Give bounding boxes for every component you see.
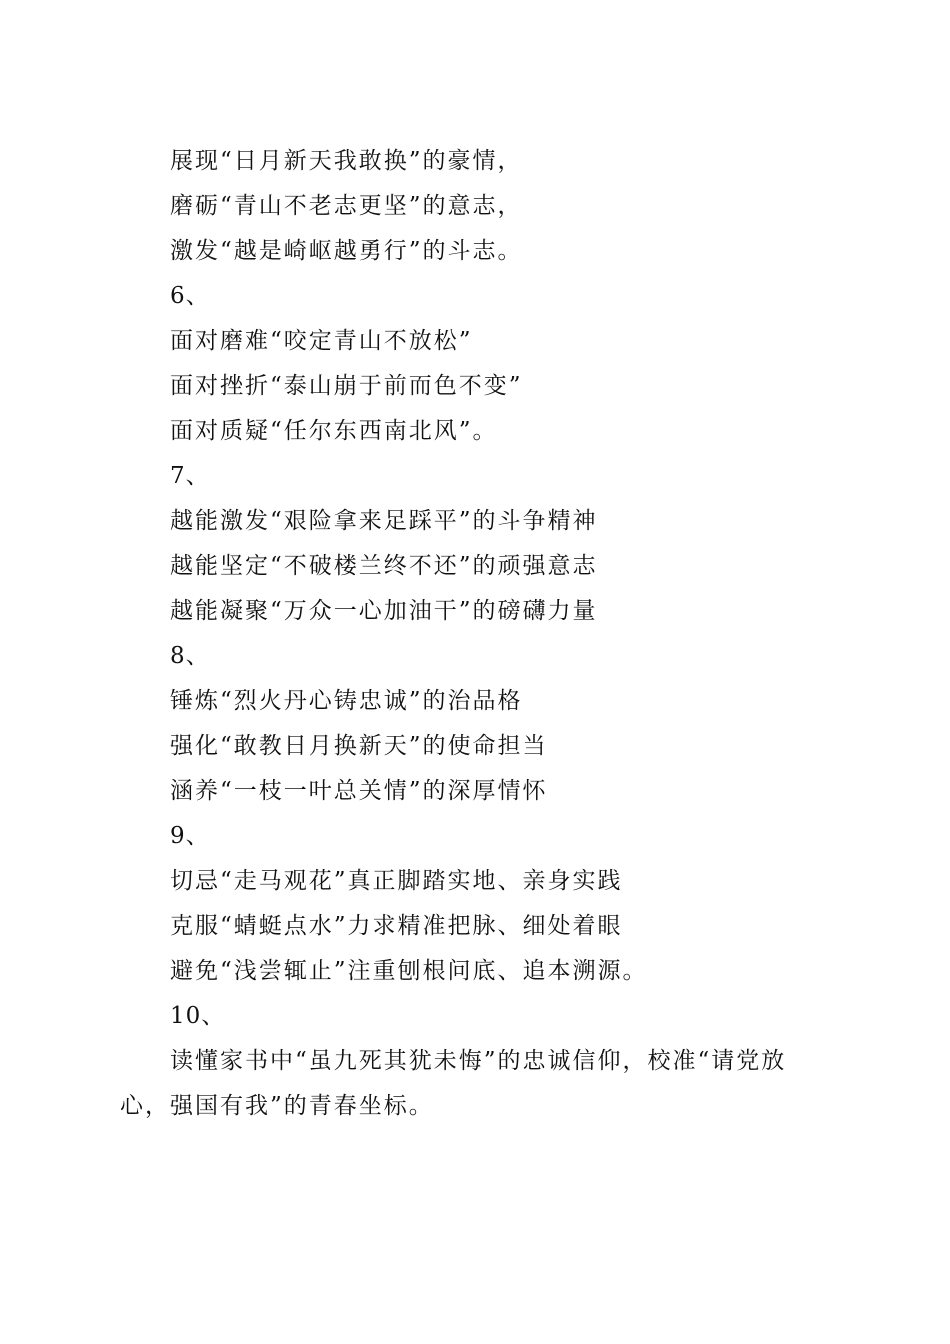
section-number: 9、 xyxy=(170,823,210,849)
text-line: 越能凝聚“万众一心加油干”的磅礴力量 xyxy=(170,598,598,624)
text-line: 切忌“走马观花”真正脚踏实地、亲身实践 xyxy=(170,868,623,894)
body-paragraph: 读懂家书中“虽九死其犹未悔”的忠诚信仰，校准“请党放心，强国有我”的青春坐标。 xyxy=(120,1048,787,1119)
section-number: 8、 xyxy=(170,643,210,669)
text-line: 强化“敢教日月换新天”的使命担当 xyxy=(170,733,548,759)
text-line: 展现“日月新天我敢换”的豪情， xyxy=(170,148,523,174)
text-line: 激发“越是崎岖越勇行”的斗志。 xyxy=(170,238,523,264)
text-line: 面对挫折“泰山崩于前而色不变” xyxy=(170,373,523,399)
text-line: 越能激发“艰险拿来足踩平”的斗争精神 xyxy=(170,508,598,534)
document-body xyxy=(120,139,830,1129)
text-line: 避免“浅尝辄止”注重刨根问底、追本溯源。 xyxy=(170,958,648,984)
text-line: 克服“蜻蜓点水”力求精准把脉、细处着眼 xyxy=(170,913,623,939)
text-line: 面对磨难“咬定青山不放松” xyxy=(170,328,473,354)
section-number: 6、 xyxy=(170,283,210,309)
text-line: 锤炼“烈火丹心铸忠诚”的治品格 xyxy=(170,688,523,714)
section-number: 7、 xyxy=(170,463,210,489)
text-line: 越能坚定“不破楼兰终不还”的顽强意志 xyxy=(170,553,598,579)
section-number: 10、 xyxy=(170,1003,226,1029)
text-line: 磨砺“青山不老志更坚”的意志， xyxy=(170,193,523,219)
text-line: 涵养“一枝一叶总关情”的深厚情怀 xyxy=(170,778,548,804)
text-line: 面对质疑“任尔东西南北风”。 xyxy=(170,418,498,444)
